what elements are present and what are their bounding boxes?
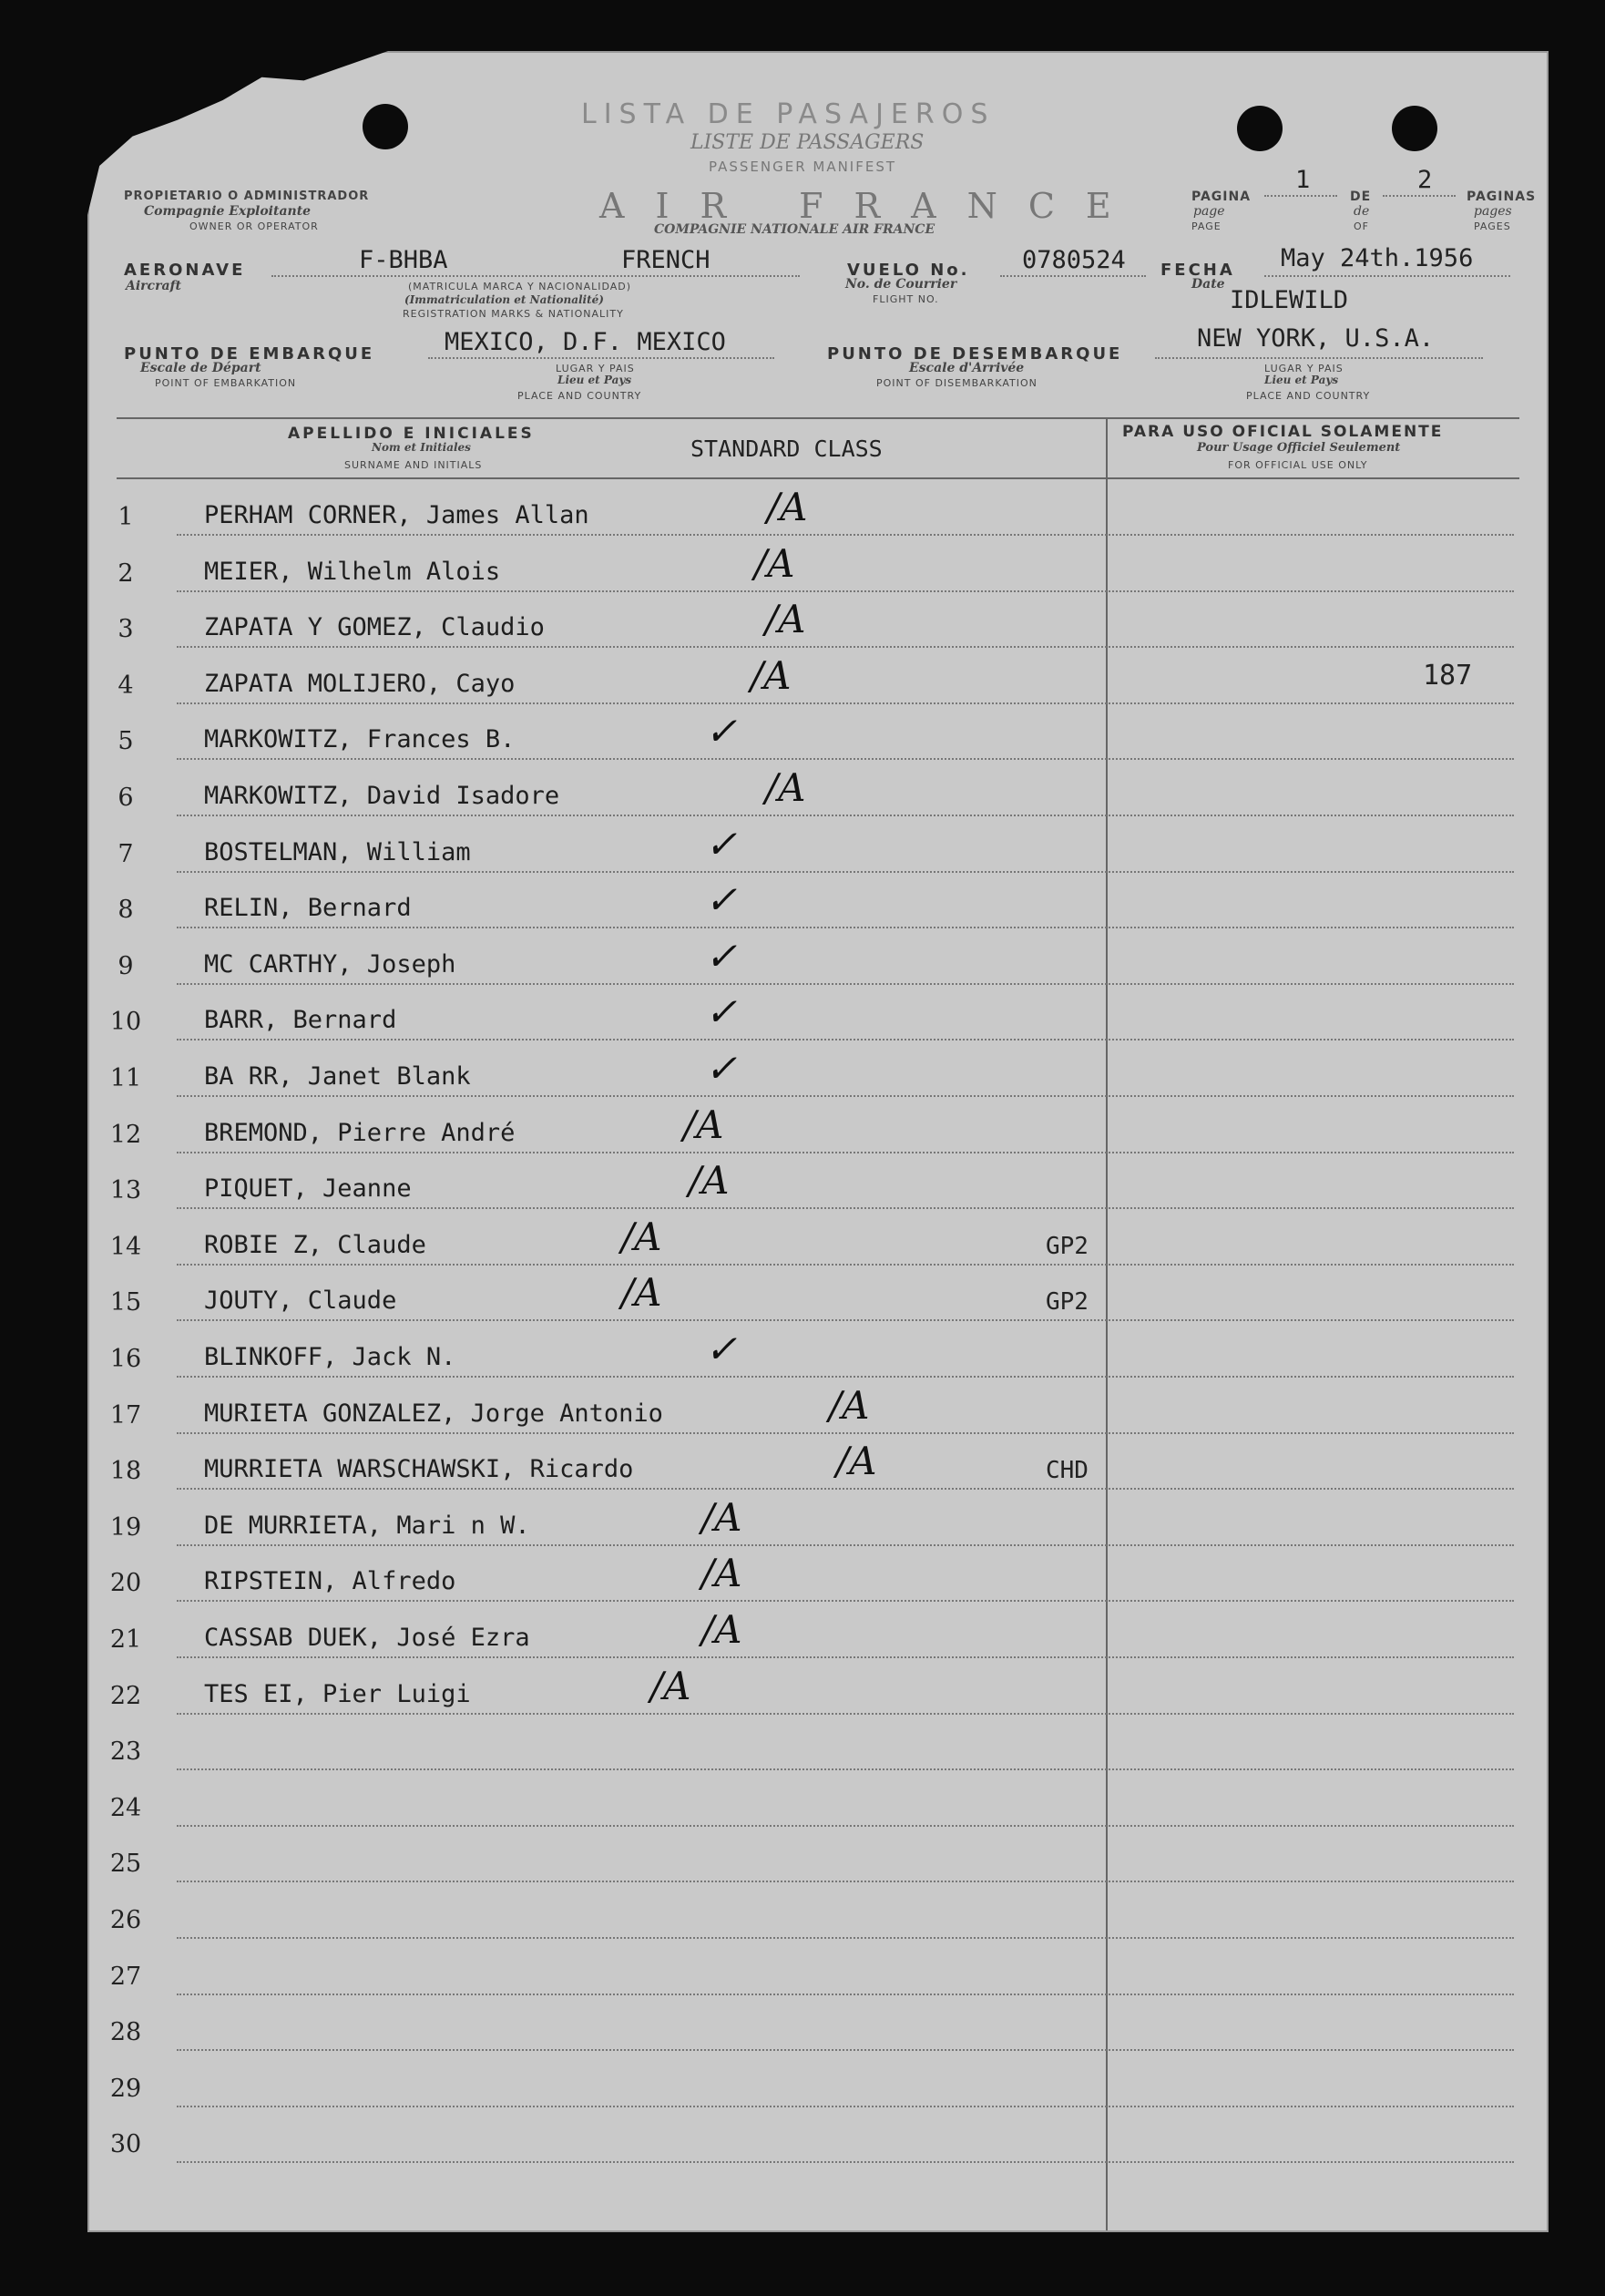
reg-sub-en: REGISTRATION MARKS & NATIONALITY	[403, 308, 624, 320]
row-line	[177, 1152, 1514, 1153]
punch-hole-right-1	[1237, 106, 1283, 151]
passenger-name: MARKOWITZ, David Isadore	[204, 782, 560, 810]
col-name-en: SURNAME AND INITIALS	[344, 459, 483, 471]
row-line	[177, 1881, 1514, 1882]
embark-place-sub-en: PLACE AND COUNTRY	[517, 390, 642, 402]
check-mark: ✓	[705, 821, 738, 866]
group-code: CHD	[1046, 1457, 1089, 1485]
row-line	[177, 1768, 1514, 1770]
title-es: LISTA DE PASAJEROS	[581, 98, 996, 130]
title-fr: LISTE DE PASSAGERS	[690, 131, 925, 154]
passenger-name: TES EI, Pier Luigi	[204, 1679, 471, 1708]
airline-sub: COMPAGNIE NATIONALE AIR FRANCE	[654, 222, 935, 237]
row-number: 15	[109, 1288, 142, 1317]
row-line	[177, 927, 1514, 928]
row-line	[177, 983, 1514, 985]
check-mark: /A	[701, 1494, 742, 1540]
row-number: 16	[109, 1345, 142, 1373]
disembark-label-fr: Escale d'Arrivée	[909, 361, 1025, 375]
row-number: 9	[118, 951, 134, 980]
row-number: 26	[109, 1906, 142, 1934]
row-line	[177, 1600, 1514, 1602]
row-number: 21	[109, 1625, 142, 1654]
passenger-name: BARR, Bernard	[204, 1006, 397, 1035]
row-number: 4	[118, 671, 134, 700]
row-number: 3	[118, 615, 134, 644]
check-mark: ✓	[705, 877, 738, 923]
manifest-sheet	[87, 51, 1549, 2232]
disembark-line-1: IDLEWILD	[1230, 286, 1349, 314]
row-number: 6	[118, 784, 134, 812]
embark-line	[428, 357, 774, 359]
airline-name: AIR FRANCE	[599, 186, 1142, 226]
pages-label-en: PAGES	[1474, 220, 1511, 232]
of-label-fr: de	[1354, 204, 1370, 219]
row-number: 13	[109, 1176, 142, 1205]
passenger-name: DE MURRIETA, Mari n W.	[204, 1511, 530, 1540]
flight-label-en: FLIGHT NO.	[873, 293, 939, 305]
row-line	[177, 534, 1514, 536]
disembark-place-sub-es: LUGAR Y PAIS	[1264, 363, 1344, 374]
row-line	[177, 1825, 1514, 1827]
check-mark: /A	[836, 1439, 877, 1484]
flight-date: May 24th.1956	[1281, 244, 1474, 272]
row-number: 29	[109, 2074, 142, 2103]
flight-label-es: VUELO No.	[847, 261, 970, 280]
row-number: 7	[118, 839, 134, 868]
row-number: 8	[118, 896, 134, 925]
punch-hole-left	[363, 104, 408, 149]
row-line	[177, 1264, 1514, 1266]
aircraft-registration: F-BHBA	[359, 246, 448, 274]
disembark-place-sub-fr: Lieu et Pays	[1264, 374, 1339, 386]
row-line	[177, 1994, 1514, 1995]
check-mark: ✓	[705, 1046, 738, 1091]
reg-sub-es: (MATRICULA MARCA Y NACIONALIDAD)	[408, 281, 632, 292]
row-line	[177, 1319, 1514, 1321]
passenger-name: MURIETA GONZALEZ, Jorge Antonio	[204, 1399, 663, 1428]
col-official-en: FOR OFFICIAL USE ONLY	[1228, 459, 1368, 471]
group-code: GP2	[1046, 1232, 1089, 1260]
passenger-name: RIPSTEIN, Alfredo	[204, 1567, 456, 1596]
aircraft-line	[271, 275, 800, 277]
check-mark: /A	[767, 485, 808, 529]
row-number: 14	[109, 1232, 142, 1261]
group-code: GP2	[1046, 1288, 1089, 1317]
title-en: PASSENGER MANIFEST	[709, 159, 897, 175]
aircraft-label-fr: Aircraft	[126, 279, 182, 293]
check-mark: /A	[829, 1382, 870, 1428]
date-label-es: FECHA	[1160, 261, 1235, 280]
aircraft-nationality: FRENCH	[621, 246, 710, 274]
page-label-fr: page	[1193, 204, 1225, 219]
row-line	[177, 702, 1514, 704]
date-label-fr: Date	[1191, 277, 1225, 292]
row-number: 25	[109, 1850, 142, 1879]
row-line	[177, 646, 1514, 648]
passenger-name: ZAPATA MOLIJERO, Cayo	[204, 669, 516, 698]
page-label-en: PAGE	[1191, 220, 1222, 232]
row-line	[177, 1656, 1514, 1658]
table-top-rule	[117, 417, 1519, 419]
passenger-name: JOUTY, Claude	[204, 1286, 397, 1316]
row-line	[177, 590, 1514, 592]
aircraft-label-es: AERONAVE	[124, 261, 246, 280]
row-number: 5	[118, 727, 134, 756]
passenger-name: CASSAB DUEK, José Ezra	[204, 1624, 530, 1652]
embark-label-es: PUNTO DE EMBARQUE	[124, 344, 375, 364]
punch-hole-right-2	[1392, 106, 1437, 151]
check-mark: /A	[650, 1663, 691, 1708]
row-number: 28	[109, 2018, 142, 2047]
check-mark: ✓	[705, 1327, 738, 1371]
passenger-name: ROBIE Z, Claude	[204, 1230, 426, 1259]
passenger-name: RELIN, Bernard	[204, 894, 412, 923]
check-mark: /A	[701, 1551, 742, 1596]
passenger-name: MARKOWITZ, Frances B.	[204, 725, 516, 754]
disembark-line-2: NEW YORK, U.S.A.	[1197, 324, 1435, 353]
row-number: 19	[109, 1512, 142, 1542]
passenger-name: MURRIETA WARSCHAWSKI, Ricardo	[204, 1455, 634, 1484]
row-number: 18	[109, 1457, 142, 1486]
pages-label-es: PAGINAS	[1467, 190, 1537, 204]
page-label-es: PAGINA	[1191, 190, 1252, 204]
passenger-name: BREMOND, Pierre André	[204, 1118, 516, 1147]
row-number: 17	[109, 1400, 142, 1430]
passenger-name: MEIER, Wilhelm Alois	[204, 557, 501, 586]
check-mark: /A	[701, 1607, 742, 1652]
col-official-fr: Pour Usage Officiel Seulement	[1197, 441, 1401, 455]
row-number: 23	[109, 1737, 142, 1767]
row-number: 24	[109, 1793, 142, 1822]
official-note: 187	[1423, 660, 1473, 692]
row-line	[177, 1488, 1514, 1490]
page-total-line	[1383, 195, 1456, 197]
passenger-name: PERHAM CORNER, James Allan	[204, 501, 589, 529]
page-total: 2	[1417, 166, 1433, 194]
row-line	[177, 2161, 1514, 2163]
disembark-line	[1155, 357, 1483, 359]
flight-line	[1000, 275, 1146, 277]
row-line	[177, 1095, 1514, 1097]
owner-label-es: PROPIETARIO O ADMINISTRADOR	[124, 190, 370, 203]
passenger-name: ZAPATA Y GOMEZ, Claudio	[204, 613, 545, 642]
embark-place: MEXICO, D.F. MEXICO	[445, 328, 726, 356]
official-column-divider	[1106, 417, 1108, 2230]
check-mark: ✓	[705, 933, 738, 979]
flight-number: 0780524	[1022, 246, 1126, 274]
page-number: 1	[1295, 166, 1311, 194]
row-line	[177, 2049, 1514, 2051]
check-mark: ✓	[705, 989, 738, 1035]
check-mark: /A	[751, 652, 792, 698]
embark-label-fr: Escale de Départ	[140, 361, 261, 375]
row-number: 20	[109, 1569, 142, 1598]
row-line	[177, 1376, 1514, 1378]
of-label-es: DE	[1350, 190, 1372, 204]
check-mark: /A	[689, 1158, 730, 1204]
disembark-place-sub-en: PLACE AND COUNTRY	[1246, 390, 1371, 402]
embark-label-en: POINT OF EMBARKATION	[155, 377, 297, 389]
of-label-en: OF	[1354, 220, 1369, 232]
col-name-es: APELLIDO E INICIALES	[288, 425, 535, 443]
row-number: 30	[109, 2130, 142, 2159]
row-line	[177, 871, 1514, 873]
passenger-name: PIQUET, Jeanne	[204, 1174, 412, 1204]
embark-place-sub-es: LUGAR Y PAIS	[556, 363, 635, 374]
owner-label-en: OWNER OR OPERATOR	[189, 220, 319, 232]
row-line	[177, 1937, 1514, 1939]
owner-label-fr: Compagnie Exploitante	[144, 204, 312, 219]
table-header-rule	[117, 477, 1519, 479]
row-number: 22	[109, 1681, 142, 1710]
row-number: 1	[118, 503, 134, 531]
row-number: 11	[109, 1064, 142, 1092]
row-line	[177, 1207, 1514, 1209]
row-line	[177, 2106, 1514, 2107]
row-line	[177, 1039, 1514, 1040]
row-line	[177, 1713, 1514, 1715]
passenger-name: BOSTELMAN, William	[204, 837, 471, 866]
check-mark: /A	[765, 597, 806, 642]
row-number: 10	[109, 1008, 142, 1037]
date-line	[1264, 275, 1510, 277]
col-name-fr: Nom et Initiales	[372, 441, 471, 454]
row-line	[177, 1432, 1514, 1434]
row-number: 27	[109, 1962, 142, 1991]
col-class: STANDARD CLASS	[690, 436, 883, 462]
passenger-name: BA RR, Janet Blank	[204, 1062, 471, 1091]
passenger-name: MC CARTHY, Joseph	[204, 949, 456, 979]
flight-label-fr: No. de Courrier	[845, 277, 957, 292]
pages-label-fr: pages	[1474, 204, 1512, 219]
col-official-es: PARA USO OFICIAL SOLAMENTE	[1122, 423, 1444, 441]
disembark-label-en: POINT OF DISEMBARKATION	[876, 377, 1038, 389]
check-mark: /A	[621, 1270, 662, 1316]
check-mark: /A	[765, 765, 806, 810]
page-number-line	[1264, 195, 1337, 197]
row-number: 12	[109, 1120, 142, 1149]
check-mark: /A	[754, 540, 795, 586]
check-mark: /A	[683, 1102, 724, 1147]
disembark-label-es: PUNTO DE DESEMBARQUE	[827, 344, 1123, 364]
row-number: 2	[118, 559, 134, 588]
row-line	[177, 1544, 1514, 1546]
check-mark: /A	[621, 1214, 662, 1259]
passenger-name: BLINKOFF, Jack N.	[204, 1343, 456, 1371]
reg-sub-fr: (Immatriculation et Nationalité)	[404, 293, 604, 306]
row-line	[177, 815, 1514, 816]
check-mark: ✓	[705, 709, 738, 754]
row-line	[177, 758, 1514, 760]
embark-place-sub-fr: Lieu et Pays	[557, 374, 632, 386]
